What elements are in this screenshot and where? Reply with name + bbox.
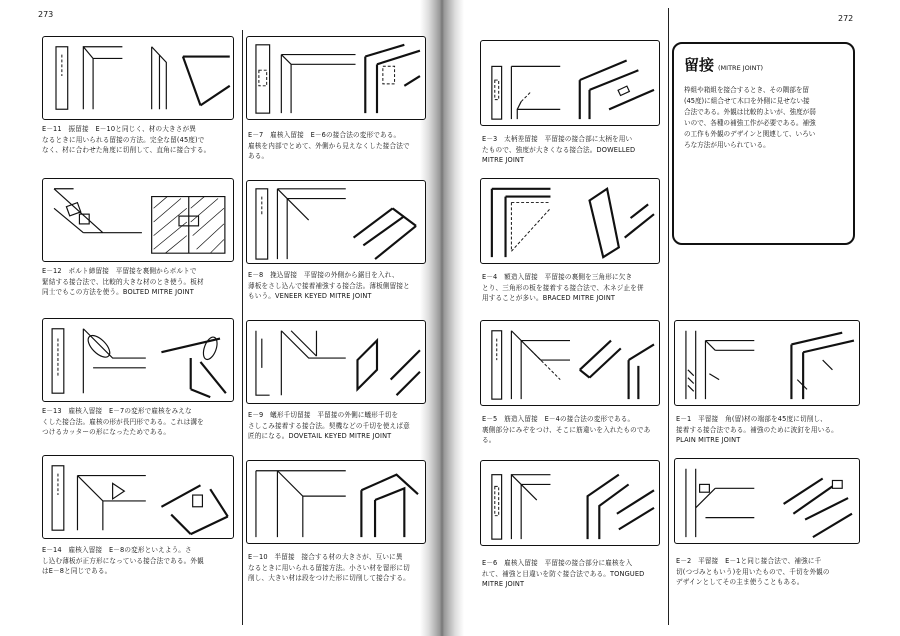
caption-e3: E－3 太柄差留接 平留接の接合部に太柄を用い たもので、強度が大きくなる接合法。DOWELLED MITRE JOINT: [482, 135, 636, 164]
figure-e8: [246, 180, 426, 264]
caption-e6: E－6 雇核入留接 平留接の接合部分に雇核を入 れて、補強と目違いを防ぐ接合法である。TONGUED MITRE JOINT: [482, 559, 645, 588]
caption-e14: E－14 雇核入留接 E－8の変形といえよう。さ し込む薄板が正方形になっている接合法である。外観 はE－8と同じである。: [42, 546, 204, 575]
column-rule-right: [668, 8, 669, 625]
figure-e13: [42, 318, 234, 402]
book-gutter-shadow: [420, 0, 464, 636]
right-page-number: 272: [838, 14, 854, 23]
caption-e12: E－12 ボルト締留接 平留接を裏側からボルトで 緊結する接合法で、比較的大きな材のとき使う。板材 同士でもこの方法を使う。BOLTED MITRE JOINT: [42, 267, 204, 296]
caption-e5: E－5 筋造入留接 E－4の接合法の変形である。 裏側部分にみぞをつけ、そこに筋違いを入れたものであ る。: [482, 415, 651, 444]
figure-e6: [480, 460, 660, 546]
section-title: 留接: [684, 56, 715, 74]
caption-e10: E－10 半留接 接合する材の大きさが、互いに異 なるときに用いられる留接方法。小さい材を留形に切 削し、大きい材は段をつけた形に切削して接合する。: [248, 553, 410, 582]
figure-e2: [674, 458, 860, 544]
caption-e13: E－13 雇核入留接 E－7の変形で雇核をみえな くした接合法。雇核の形が長円形である。これは溝を つけるカッターの形になったためである。: [42, 407, 204, 436]
column-rule-left: [242, 30, 243, 625]
figure-e1: [674, 320, 860, 406]
caption-e2: E－2 平留接 E－1と同じ接合法で、補強に千 切(つづみともいう)を用いたもので、千切を外観の デザインとしてその主ま使うこともある。: [676, 557, 830, 586]
caption-e9: E－9 蟻形千切留接 平留接の外側に蟻形千切を さしこみ接着する接合法。契機などの千切を使えば意 匠的になる。DOVETAIL KEYED MITRE JOINT: [248, 411, 410, 440]
section-subtitle: (MITRE JOINT): [718, 64, 764, 72]
caption-e11: E－11 振留接 E－10と同じく、材の大きさが異 なるときに用いられる留接の方法。完全な留(45度)で なく、材に合わせた角度に切削して、直角に接合する。: [42, 125, 211, 154]
figure-e12: [42, 178, 234, 262]
left-page-number: 273: [38, 10, 54, 19]
figure-e7: [246, 36, 426, 120]
caption-e1: E－1 平留接 角(留)材の端部を45度に切削し、 接着する接合法である。補強のために波釘を用いる。 PLAIN MITRE JOINT: [676, 415, 838, 444]
figure-e5: [480, 320, 660, 406]
caption-e8: E－8 挽込留接 平留接の外側から鋸目を入れ、 薄板をさし込んで接着補強する接合法。薄板側留接と もいう。VENEER KEYED MITRE JOINT: [248, 271, 410, 300]
caption-e4: E－4 額造入留接 平留接の裏側を三角形に欠き とり、三角形の板を接着する接合法で、木ネジ止を併 用することが多い。BRACED MITRE JOINT: [482, 273, 644, 302]
figure-e3: [480, 40, 660, 126]
figure-e10: [246, 460, 426, 544]
section-description: 枠組や箱組を接合するとき、その隅部を留 (45度)に組合せて木口を外側に見せない接 合法である。外観は比較的よいが、強度が弱 いので、各種の補強工作が必要である。補強 の工作も外観のデザインと関連して、いろい ろな方法が用いられている。: [684, 86, 816, 149]
figure-e4: [480, 178, 660, 264]
mitre-joint-title-box: [672, 42, 855, 245]
figure-e11: [42, 36, 234, 120]
figure-e9: [246, 320, 426, 404]
caption-e7: E－7 雇核入留接 E－6の接合法の変形である。 雇核を内部でとめて、外側から見えなくした接合法で ある。: [248, 131, 410, 160]
figure-e14: [42, 455, 234, 539]
